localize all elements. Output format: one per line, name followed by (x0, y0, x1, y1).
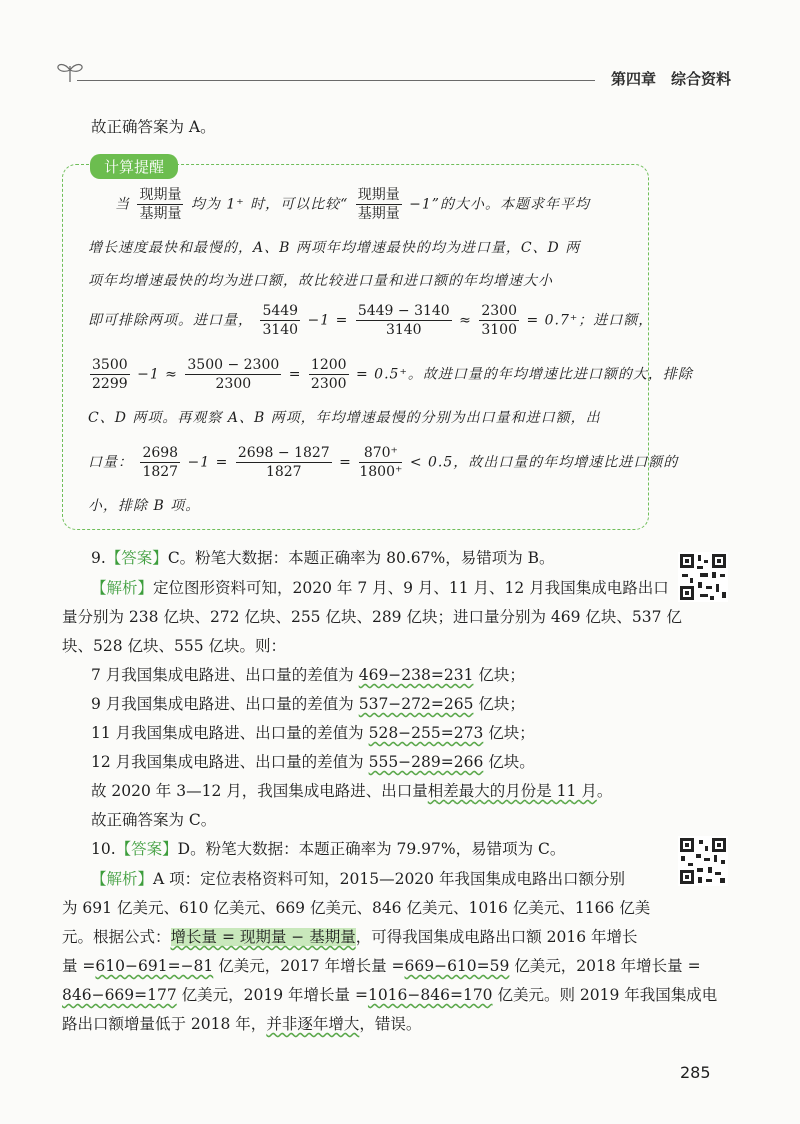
tip-line: 增长速度最快和最慢的，A、B 两项年均增速最快的均为进口量，C、D 两 (88, 240, 581, 256)
q9-calc-row: 12 月我国集成电路进、出口量的差值为 555−289=266 亿块。 (91, 753, 535, 771)
chapter-title: 第四章 综合资料 (605, 68, 731, 89)
fraction: $\frac{5449 - 3140}{3140}$ (357, 303, 450, 338)
q9-calc-row: 11 月我国集成电路进、出口量的差值为 528−255=273 亿块； (91, 724, 535, 742)
fraction: $\frac{\text{现期量}}{\text{基期量}}$ (357, 187, 400, 222)
fraction: $\frac{3500 - 2300}{2300}$ (187, 357, 280, 392)
answer-tag: 【答案】 (115, 840, 178, 858)
q10-analysis-line: 量 =610−691=−81 亿美元，2017 年增长量 =669−610=59 亿美元，2018 年增长量 = (62, 957, 701, 975)
q10-analysis-line: 846−669=177 亿美元，2019 年增长量 =1016−846=170 亿美元。则 2019 年我国集成电 (62, 986, 718, 1004)
page-header (55, 58, 755, 98)
fraction: $\frac{1200}{2300}$ (310, 357, 347, 392)
q10-analysis-line: 元。根据公式：增长量 = 现期量 − 基期量，可得我国集成电路出口额 2016 年增长 (62, 928, 638, 946)
tip-line: 口量： $\frac{2698}{1827}$ −1 = $\frac{2698 - 1827}{1827}$ = $\frac{870^+}{1800^+}$ < 0.5，故出口量的年均增速比进口额的 (88, 445, 679, 480)
analysis-tag: 【解析】 (91, 579, 154, 597)
q9-analysis-line: 【解析】定位图形资料可知，2020 年 7 月、9 月、11 月、12 月我国集成电路出口 (91, 579, 669, 597)
fraction: $\frac{5449}{3140}$ (262, 303, 299, 338)
tip-line: 即可排除两项。进口量， $\frac{5449}{3140}$ −1 = $\frac{5449 - 3140}{3140}$ ≈ $\frac{2300}{3100}$ = 0.7⁺；进口额， (88, 303, 654, 338)
calc-tip-tag: 计算提醒 (90, 154, 178, 179)
tip-line: 项年均增速最快的均为进口额，故比较进口量和进口额的年均增速大小 (88, 273, 553, 289)
qr-code-icon[interactable] (678, 836, 728, 886)
fraction: $\frac{3500}{2299}$ (92, 357, 128, 392)
q9-final-answer: 故正确答案为 C。 (91, 811, 217, 829)
fraction: $\frac{\text{现期量}}{\text{基期量}}$ (139, 187, 182, 222)
q10-answer-line: 10.【答案】D。粉笔大数据：本题正确率为 79.97%，易错项为 C。 (91, 840, 566, 858)
answer-line: 故正确答案为 A。 (91, 118, 216, 136)
fraction: $\frac{870^+}{1800^+}$ (359, 445, 403, 480)
q10-analysis-line: 【解析】A 项：定位表格资料可知，2015—2020 年我国集成电路出口额分别 (91, 870, 625, 888)
q9-calc-row: 7 月我国集成电路进、出口量的差值为 469−238=231 亿块； (91, 666, 525, 684)
q9-conclusion: 故 2020 年 3—12 月，我国集成电路进、出口量相差最大的月份是 11 月。 (91, 782, 613, 800)
page-number: 285 (680, 1063, 711, 1082)
formula-highlight: 增长量 = 现期量 − 基期量 (170, 928, 356, 946)
tip-line: C、D 两项。再观察 A、B 两项，年均增速最慢的分别为出口量和进口额，出 (88, 410, 601, 426)
answer-tag: 【答案】 (105, 549, 168, 567)
tip-line: 小，排除 B 项。 (88, 498, 201, 514)
analysis-tag: 【解析】 (91, 870, 154, 888)
q10-analysis-line: 路出口额增量低于 2018 年，并非逐年增大，错误。 (62, 1015, 422, 1033)
q9-answer-line: 9.【答案】C。粉笔大数据：本题正确率为 80.67%，易错项为 B。 (91, 549, 555, 567)
qr-code-icon[interactable] (678, 552, 728, 602)
q10-analysis-line: 为 691 亿美元、610 亿美元、669 亿美元、846 亿美元、1016 亿美元、1166 亿美 (62, 899, 651, 917)
fraction: $\frac{2698}{1827}$ (142, 445, 179, 480)
tip-line: 当 $\frac{\text{现期量}}{\text{基期量}}$ 均为 1⁺ 时，可以比较“ $\frac{\text{现期量}}{\text{基期量}}$ −1”的大小。本题求年平均 (115, 187, 590, 222)
tip-line: $\frac{3500}{2299}$ −1 ≈ $\frac{3500 - 2300}{2300}$ = $\frac{1200}{2300}$ = 0.5⁺。故进口量的年均增速比进口额的大，排除 (92, 357, 693, 392)
fraction: $\frac{2698 - 1827}{1827}$ (237, 445, 330, 480)
header-rule (77, 80, 595, 81)
q9-analysis-line: 量分别为 238 亿块、272 亿块、255 亿块、289 亿块；进口量分别为 469 亿块、537 亿 (62, 608, 682, 626)
q9-calc-row: 9 月我国集成电路进、出口量的差值为 537−272=265 亿块； (91, 695, 525, 713)
q9-analysis-line: 块、528 亿块、555 亿块。则： (62, 637, 287, 655)
fraction: $\frac{2300}{3100}$ (481, 303, 517, 338)
